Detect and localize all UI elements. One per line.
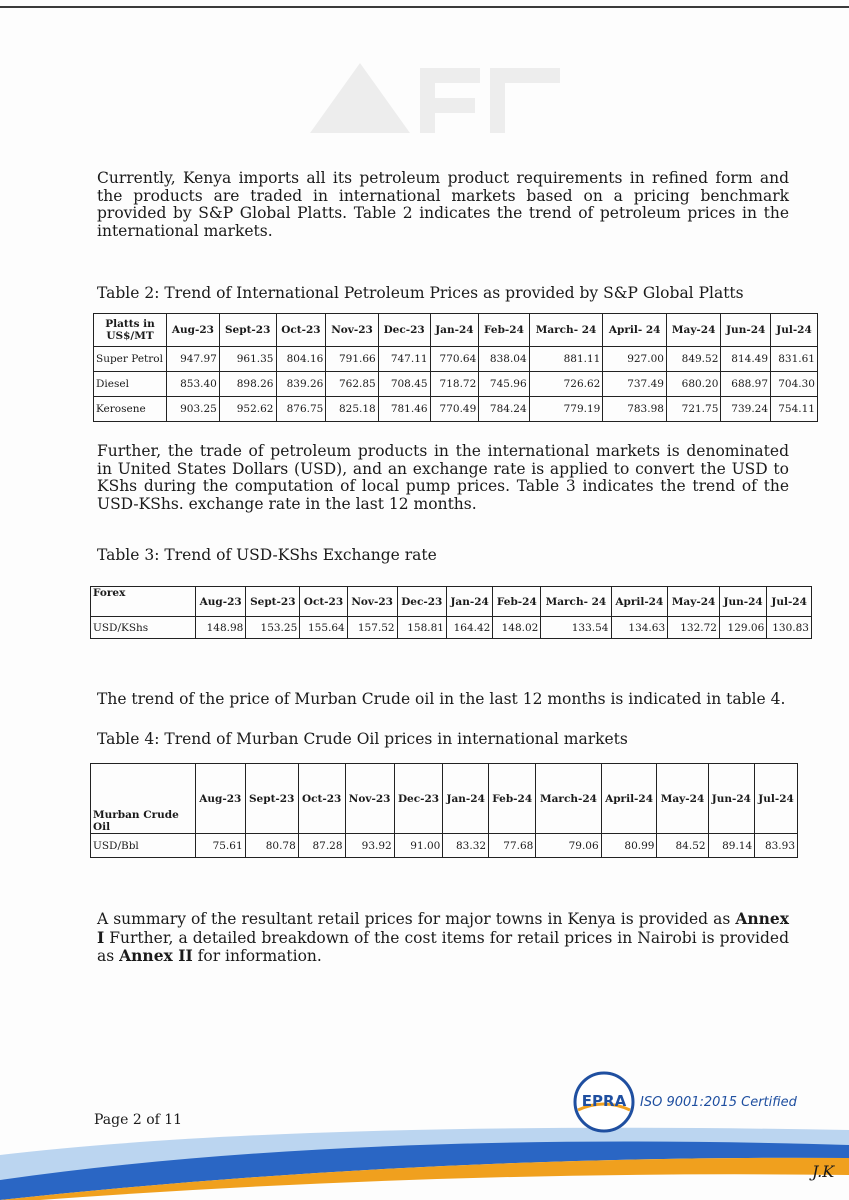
table-cell: 680.20 [666, 372, 720, 397]
table2-platts-prices [93, 313, 818, 422]
table-cell: 804.16 [276, 347, 326, 372]
table-cell: 898.26 [219, 372, 276, 397]
column-header: May-24 [668, 587, 720, 617]
column-header: Oct-23 [276, 314, 326, 347]
table-cell: 93.92 [345, 834, 394, 858]
intro-paragraph: Currently, Kenya imports all its petroleum product requirements in refined form and the products are traded in international markets based on a pricing benchmark provided by S&P Global Platts. Table 2 indicates the trend of petroleum prices in the international markets. [97, 169, 789, 240]
table-cell: 708.45 [378, 372, 430, 397]
table-row [91, 617, 812, 639]
column-header: Jan-24 [430, 314, 479, 347]
table-cell: 130.83 [767, 617, 812, 639]
table-cell: 87.28 [298, 834, 345, 858]
table3-corner: Forex [91, 587, 196, 617]
table-cell: 89.14 [708, 834, 755, 858]
table-cell: 779.19 [529, 397, 603, 422]
table-cell: 745.96 [479, 372, 529, 397]
table-cell: 825.18 [326, 397, 378, 422]
table-cell: 148.98 [196, 617, 246, 639]
table-cell: 747.11 [378, 347, 430, 372]
column-header: April-24 [611, 587, 668, 617]
table-cell: 737.49 [603, 372, 667, 397]
table-cell: 831.61 [771, 347, 818, 372]
table-cell: 79.06 [536, 834, 601, 858]
column-header: Aug-23 [167, 314, 220, 347]
row-label: Kerosene [94, 397, 167, 422]
table4-corner: Murban Crude Oil [91, 764, 196, 834]
table-cell: 155.64 [300, 617, 347, 639]
table-cell: 77.68 [489, 834, 536, 858]
table-cell: 91.00 [394, 834, 443, 858]
table-cell: 781.46 [378, 397, 430, 422]
table-cell: 134.63 [611, 617, 668, 639]
table-cell: 132.72 [668, 617, 720, 639]
row-label: Super Petrol [94, 347, 167, 372]
table3-caption: Table 3: Trend of USD-KShs Exchange rate [97, 546, 437, 564]
column-header: March- 24 [529, 314, 603, 347]
table-cell: 927.00 [603, 347, 667, 372]
top-border-line [0, 6, 849, 8]
table-cell: 947.97 [167, 347, 220, 372]
iso-certification: ISO 9001:2015 Certified [640, 1095, 797, 1110]
table-cell: 838.04 [479, 347, 529, 372]
column-header: Dec-23 [397, 587, 446, 617]
table-cell: 814.49 [721, 347, 771, 372]
row-label: USD/Bbl [91, 834, 196, 858]
table-cell: 158.81 [397, 617, 446, 639]
table-row [91, 834, 798, 858]
column-header: Sept-23 [219, 314, 276, 347]
epra-logo-text: EPRA [581, 1092, 627, 1110]
column-header: Jul-24 [755, 764, 798, 834]
table-row [94, 347, 818, 372]
table-row [94, 397, 818, 422]
table-cell: 133.54 [541, 617, 611, 639]
column-header: Jul-24 [767, 587, 812, 617]
column-header: Sept-23 [245, 764, 298, 834]
murban-intro: The trend of the price of Murban Crude oil in the last 12 months is indicated in table 4. [97, 690, 786, 708]
summary-text-1: A summary of the resultant retail prices for major towns in Kenya is provided as [97, 910, 736, 928]
table-cell: 80.99 [601, 834, 657, 858]
table-row [94, 372, 818, 397]
watermark-logo [300, 58, 570, 138]
table-cell: 688.97 [721, 372, 771, 397]
column-header: Aug-23 [196, 587, 246, 617]
table-cell: 839.26 [276, 372, 326, 397]
column-header: Jun-24 [708, 764, 755, 834]
table-cell: 84.52 [657, 834, 708, 858]
table-cell: 75.61 [196, 834, 246, 858]
column-header: Jan-24 [443, 764, 489, 834]
column-header: Jan-24 [446, 587, 492, 617]
table-cell: 739.24 [721, 397, 771, 422]
table-cell: 153.25 [246, 617, 300, 639]
table-cell: 783.98 [603, 397, 667, 422]
table-cell: 791.66 [326, 347, 378, 372]
table2-corner: Platts in US$/MT [94, 314, 167, 347]
column-header: Dec-23 [378, 314, 430, 347]
column-header: Jul-24 [771, 314, 818, 347]
column-header: Jun-24 [720, 587, 767, 617]
table-cell: 784.24 [479, 397, 529, 422]
column-header: Feb-24 [493, 587, 541, 617]
table-cell: 849.52 [666, 347, 720, 372]
column-header: Feb-24 [489, 764, 536, 834]
epra-logo [572, 1070, 636, 1134]
table-cell: 83.32 [443, 834, 489, 858]
table-cell: 853.40 [167, 372, 220, 397]
table3-exchange-rate [90, 586, 812, 639]
table-cell: 704.30 [771, 372, 818, 397]
table-cell: 129.06 [720, 617, 767, 639]
summary-text-3: for information. [192, 947, 322, 965]
page-number: Page 2 of 11 [94, 1112, 183, 1128]
table4-caption: Table 4: Trend of Murban Crude Oil prices in international markets [97, 730, 628, 748]
table-cell: 157.52 [347, 617, 397, 639]
table4-murban-crude [90, 763, 798, 858]
column-header: May-24 [666, 314, 720, 347]
row-label: Diesel [94, 372, 167, 397]
column-header: May-24 [657, 764, 708, 834]
column-header: Nov-23 [345, 764, 394, 834]
forex-paragraph: Further, the trade of petroleum products in the international markets is denominated in United States Dollars (USD), and an exchange rate is applied to convert the USD to KShs during the computation of local pump prices. Table 3 indicates the trend of the USD-KShs. exchange rate in the last 12 months. [97, 442, 789, 513]
summary-text-2: Further, a detailed breakdown of the cost items for retail prices in Nairobi is provided as [97, 928, 789, 965]
column-header: April- 24 [603, 314, 667, 347]
table-cell: 961.35 [219, 347, 276, 372]
table-cell: 83.93 [755, 834, 798, 858]
table-cell: 80.78 [245, 834, 298, 858]
table-cell: 718.72 [430, 372, 479, 397]
column-header: Feb-24 [479, 314, 529, 347]
column-header: April-24 [601, 764, 657, 834]
column-header: Aug-23 [196, 764, 246, 834]
annex-ii-label: Annex II [119, 946, 193, 965]
column-header: Nov-23 [347, 587, 397, 617]
table-cell: 726.62 [529, 372, 603, 397]
column-header: Nov-23 [326, 314, 378, 347]
table-cell: 721.75 [666, 397, 720, 422]
column-header: March- 24 [541, 587, 611, 617]
table-cell: 770.49 [430, 397, 479, 422]
table-cell: 164.42 [446, 617, 492, 639]
column-header: Oct-23 [300, 587, 347, 617]
table-cell: 762.85 [326, 372, 378, 397]
row-label: USD/KShs [91, 617, 196, 639]
table2-caption: Table 2: Trend of International Petroleum Prices as provided by S&P Global Platts [97, 284, 744, 302]
table-cell: 903.25 [167, 397, 220, 422]
column-header: Oct-23 [298, 764, 345, 834]
column-header: March-24 [536, 764, 601, 834]
signature-initials: J.K [812, 1162, 835, 1181]
table-cell: 148.02 [493, 617, 541, 639]
column-header: Dec-23 [394, 764, 443, 834]
table-cell: 770.64 [430, 347, 479, 372]
summary-paragraph [97, 910, 789, 966]
annex-i-label: Annex I [97, 909, 789, 947]
column-header: Jun-24 [721, 314, 771, 347]
table-cell: 881.11 [529, 347, 603, 372]
table-cell: 754.11 [771, 397, 818, 422]
table-cell: 876.75 [276, 397, 326, 422]
table-cell: 952.62 [219, 397, 276, 422]
column-header: Sept-23 [246, 587, 300, 617]
